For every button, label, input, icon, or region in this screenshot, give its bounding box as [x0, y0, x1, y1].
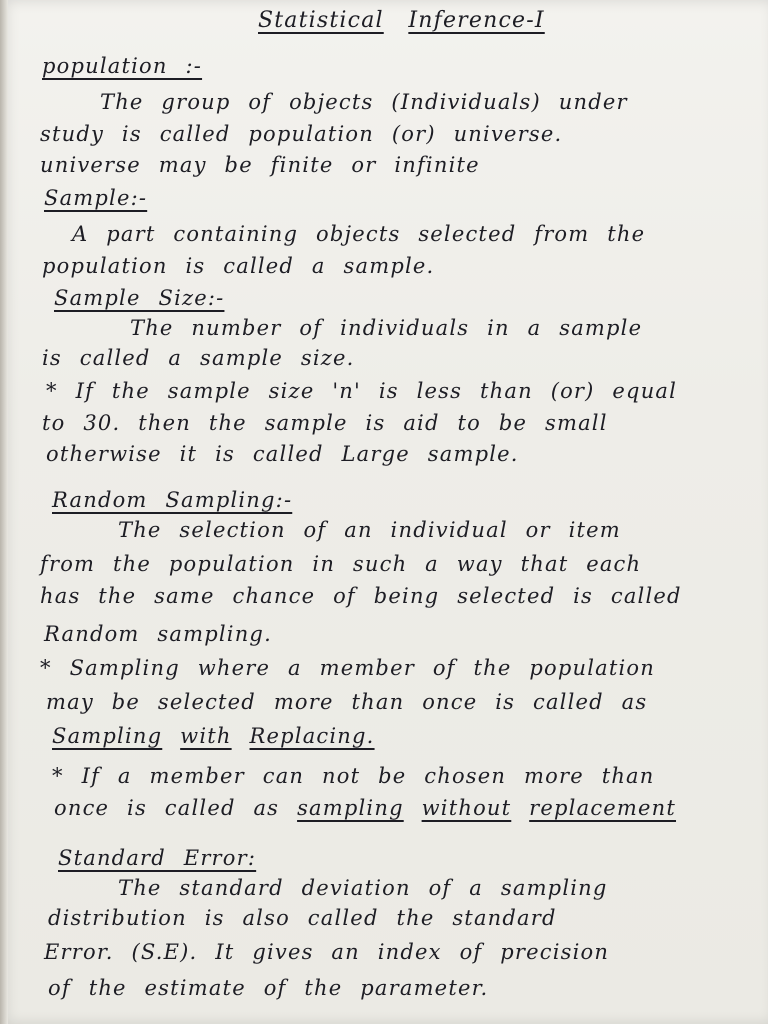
- random-sampling-line-4: Random sampling.: [44, 622, 272, 646]
- page-edge-shadow: [0, 0, 8, 1024]
- with-replacing-line: [52, 724, 375, 748]
- sample-line-1: A part containing objects selected from the: [72, 222, 646, 246]
- title-part-2: Inference-I: [408, 8, 545, 33]
- sample-size-line-4: to 30. then the sample is aid to be small: [42, 411, 608, 435]
- random-sampling-line-6: may be selected more than once is called as: [46, 690, 648, 714]
- without-replacement-word-3: replacement: [529, 796, 677, 820]
- standard-error-line-4: of the estimate of the parameter.: [48, 976, 489, 1000]
- random-sampling-line-1: The selection of an individual or item: [118, 518, 621, 542]
- population-line-1: The group of objects (Individuals) under: [100, 90, 628, 114]
- population-line-2: study is called population (or) universe.: [40, 122, 563, 146]
- heading-random-sampling: Random Sampling:-: [52, 488, 293, 512]
- random-sampling-line-3: has the same chance of being selected is called: [40, 584, 682, 608]
- page-title: [258, 8, 545, 33]
- heading-standard-error: Standard Error:: [58, 846, 257, 870]
- population-line-3: universe may be finite or infinite: [40, 153, 480, 177]
- sample-line-2: population is called a sample.: [42, 254, 435, 278]
- without-replacement-line-2: [54, 796, 676, 820]
- standard-error-line-1: The standard deviation of a sampling: [118, 876, 608, 900]
- random-sampling-line-5: * Sampling where a member of the population: [40, 656, 655, 680]
- without-replacement-word-2: without: [421, 796, 512, 820]
- with-replacing-word-1: Sampling: [52, 724, 163, 748]
- heading-sample: Sample:-: [44, 186, 148, 210]
- heading-population: population :-: [42, 54, 203, 78]
- without-replacement-line-1: * If a member can not be chosen more than: [52, 764, 655, 788]
- sample-size-line-2: is called a sample size.: [42, 346, 355, 370]
- with-replacing-word-3: Replacing.: [249, 724, 375, 748]
- title-part-1: Statistical: [258, 8, 384, 33]
- standard-error-line-2: distribution is also called the standard: [48, 906, 557, 930]
- sample-size-line-5: otherwise it is called Large sample.: [46, 442, 519, 466]
- with-replacing-word-2: with: [180, 724, 232, 748]
- without-replacement-word-1: sampling: [297, 796, 404, 820]
- without-replacement-start: once is called as: [54, 796, 280, 820]
- sample-size-line-3: * If the sample size 'n' is less than (or) equal: [46, 379, 678, 403]
- sample-size-line-1: The number of individuals in a sample: [130, 316, 643, 340]
- random-sampling-line-2: from the population in such a way that each: [40, 552, 642, 576]
- heading-sample-size: Sample Size:-: [54, 286, 225, 310]
- standard-error-line-3: Error. (S.E). It gives an index of precision: [44, 940, 610, 964]
